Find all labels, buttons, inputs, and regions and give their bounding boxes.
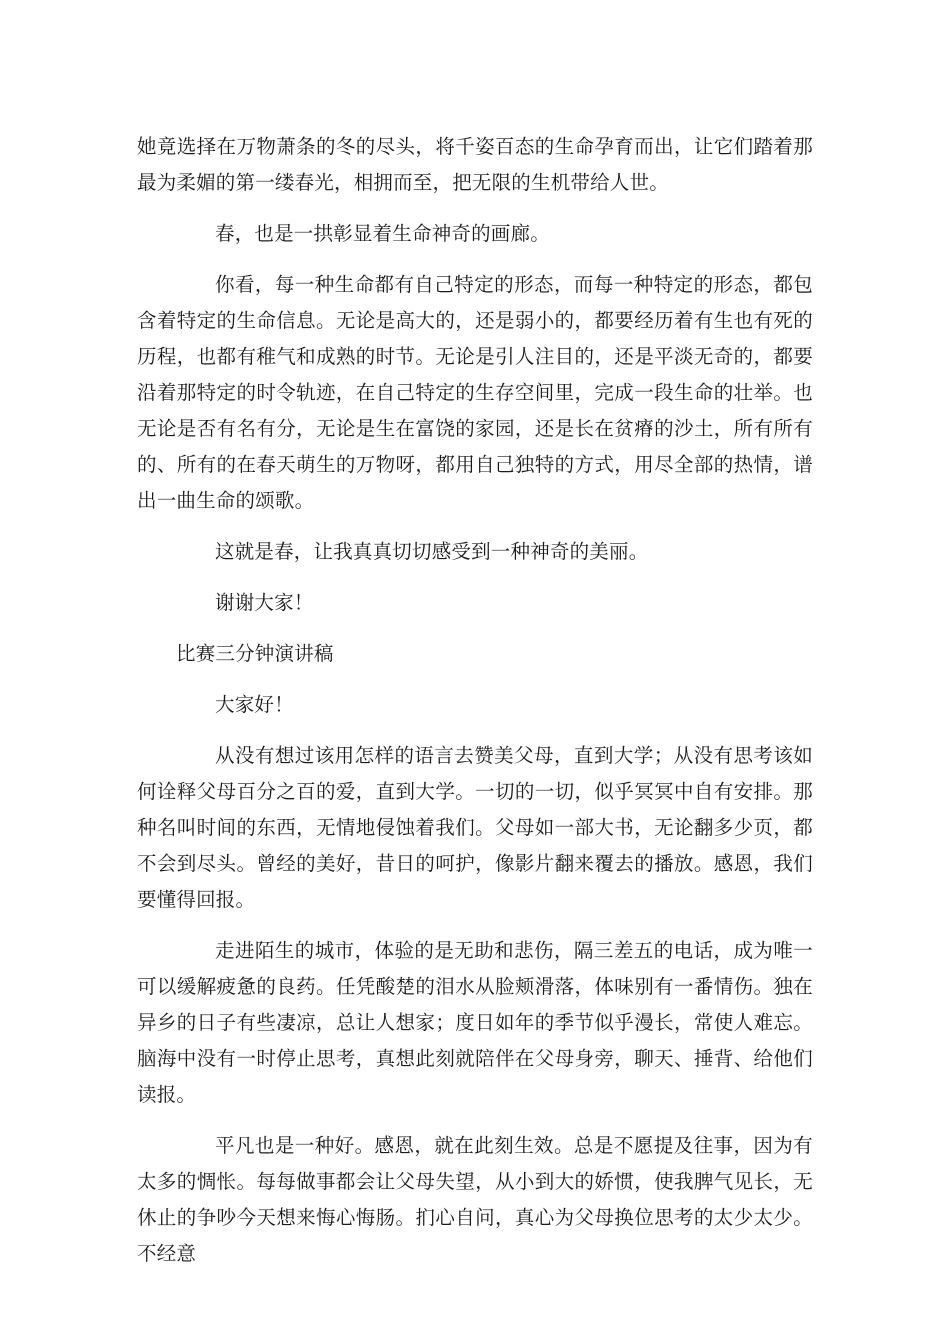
paragraph: 春，也是一拱彰显着生命神奇的画廊。 <box>215 222 550 245</box>
paragraph: 从没有想过该用怎样的语言去赞美父母，直到大学；从没有思考该如何诠释父母百分之百的爱，直到大学。一切的一切，似乎冥冥中自有安排。那种名叫时间的东西，无情地侵蚀着我们。父母如一部大书，无论翻多少页，都不会到尽头。曾经的美好，昔日的呵护，像影片翻来覆去的播放。感恩，我们要懂得回报。 <box>137 744 813 911</box>
paragraph: 平凡也是一种好。感恩，就在此刻生效。总是不愿提及往事，因为有太多的惆怅。每每做事都会让父母失望，从小到大的娇惯，使我脾气见长，无休止的争吵今天想来悔心悔肠。扪心自问，真心为父母换位思考的太少太少。不经意 <box>137 1134 813 1265</box>
paragraph-continuation: 她竟选择在万物萧条的冬的尽头，将千姿百态的生命孕育而出，让它们踏着那最为柔媚的第一缕春光，相拥而至，把无限的生机带给人世。 <box>137 135 813 194</box>
paragraph: 走进陌生的城市，体验的是无助和悲伤，隔三差五的电话，成为唯一可以缓解疲惫的良药。任凭酸楚的泪水从脸颊滑落，体味别有一番情伤。独在异乡的日子有些凄凉，总让人想家；度日如年的季节似乎漫长，常使人难忘。脑海中没有一时停止思考，真想此刻就陪伴在父母身旁，聊天、捶背、给他们读报。 <box>137 939 813 1106</box>
paragraph: 这就是春，让我真真切切感受到一种神奇的美丽。 <box>215 540 649 563</box>
section-title: 比赛三分钟演讲稿 <box>176 642 334 665</box>
document-body <box>137 129 813 1287</box>
paragraph-closing: 谢谢大家！ <box>215 591 314 614</box>
greeting: 大家好！ <box>215 693 294 716</box>
paragraph: 你看，每一种生命都有自己特定的形态，而每一种特定的形态，都包含着特定的生命信息。无论是高大的，还是弱小的，都要经历着有生也有死的历程，也都有稚气和成熟的时节。无论是引人注目的，还是平淡无奇的，都要沿着那特定的时令轨迹，在自己特定的生存空间里，完成一段生命的壮举。也无论是否有名有分，无论是生在富饶的家园，还是长在贫瘠的沙土，所有所有的、所有的在春天萌生的万物呀，都用自己独特的方式，用尽全部的热情，谱出一曲生命的颂歌。 <box>137 273 813 512</box>
